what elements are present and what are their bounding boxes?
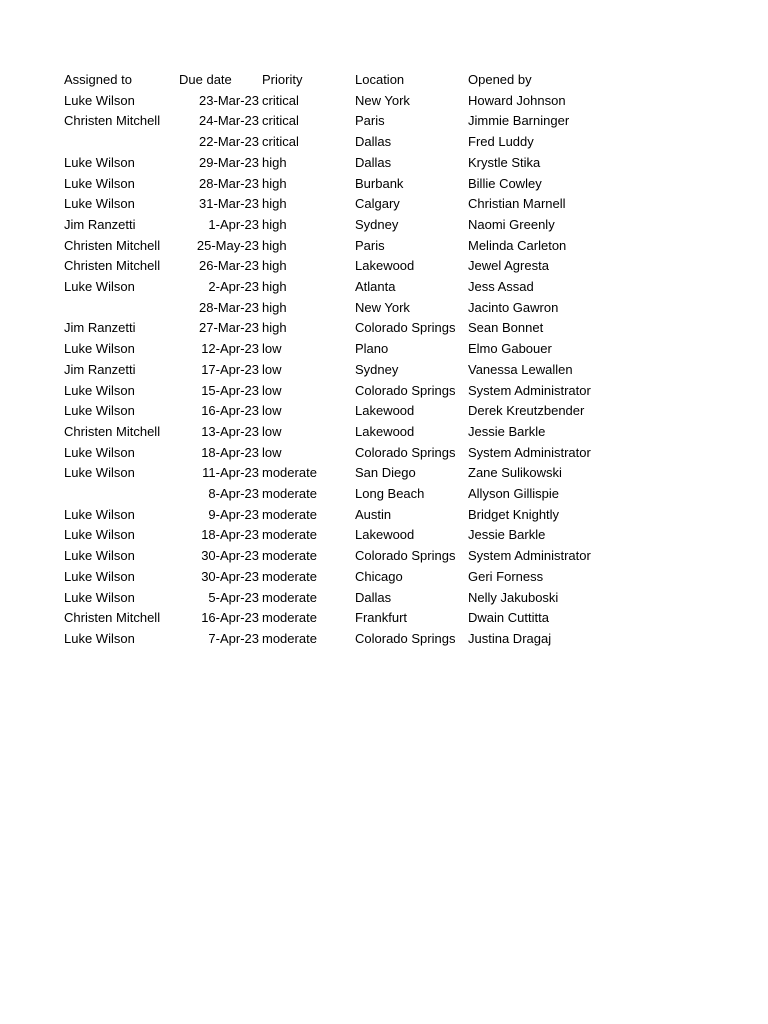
cell-location: Colorado Springs — [355, 444, 456, 460]
cell-priority: moderate — [262, 506, 317, 522]
cell-location: Lakewood — [355, 527, 415, 543]
header-row — [61, 70, 618, 91]
cell-location: Chicago — [355, 568, 403, 584]
cell-location: Sydney — [355, 361, 399, 377]
cell-due-date: 11-Apr-23 — [202, 465, 259, 481]
cell-priority: low — [262, 444, 282, 460]
header-due-date: Due date — [179, 72, 232, 87]
cell-due-date: 9-Apr-23 — [208, 506, 259, 522]
cell-priority: moderate — [262, 548, 317, 564]
cell-assigned-to: Luke Wilson — [64, 444, 135, 460]
cell-location: Colorado Springs — [355, 320, 456, 336]
cell-due-date: 16-Apr-23 — [201, 610, 259, 626]
cell-due-date: 15-Apr-23 — [201, 382, 259, 398]
cell-assigned-to: Jim Ranzetti — [64, 216, 136, 232]
cell-location: Colorado Springs — [355, 548, 456, 564]
cell-opened-by: Bridget Knightly — [468, 506, 560, 522]
cell-due-date: 16-Apr-23 — [201, 403, 259, 419]
cell-assigned-to: Christen Mitchell — [64, 237, 161, 253]
cell-due-date: 24-Mar-23 — [199, 113, 259, 129]
cell-assigned-to: Christen Mitchell — [64, 258, 161, 274]
table-row — [61, 484, 618, 505]
cell-location: Plano — [355, 341, 389, 357]
cell-opened-by: System Administrator — [468, 548, 591, 564]
cell-due-date: 22-Mar-23 — [199, 134, 259, 150]
table-row — [61, 608, 618, 629]
cell-assigned-to: Luke Wilson — [64, 465, 135, 481]
cell-location: Calgary — [355, 196, 400, 212]
cell-assigned-to: Luke Wilson — [64, 175, 135, 191]
cell-priority: high — [262, 279, 287, 295]
cell-assigned-to — [61, 132, 176, 153]
cell-due-date: 7-Apr-23 — [208, 630, 259, 646]
table-body — [61, 91, 618, 650]
cell-assigned-to: Luke Wilson — [64, 548, 135, 564]
cell-location: Atlanta — [355, 279, 396, 295]
table-row — [61, 401, 618, 422]
cell-priority: moderate — [262, 568, 317, 584]
cell-assigned-to — [61, 484, 176, 505]
cell-opened-by: Justina Dragaj — [468, 630, 552, 646]
cell-opened-by: Zane Sulikowski — [468, 465, 562, 481]
cell-opened-by: System Administrator — [468, 382, 591, 398]
table-row — [61, 298, 618, 319]
cell-due-date: 13-Apr-23 — [201, 423, 259, 439]
cell-opened-by: Melinda Carleton — [468, 237, 567, 253]
cell-opened-by: Jessie Barkle — [468, 527, 546, 543]
cell-priority: high — [262, 196, 287, 212]
cell-location: Dallas — [355, 154, 392, 170]
table-row — [61, 174, 618, 195]
cell-priority: high — [262, 258, 287, 274]
cell-priority: high — [262, 175, 287, 191]
cell-priority: moderate — [262, 486, 317, 502]
cell-assigned-to: Christen Mitchell — [64, 423, 161, 439]
cell-due-date: 25-May-23 — [196, 237, 259, 253]
cell-location: Colorado Springs — [355, 382, 456, 398]
cell-due-date: 23-Mar-23 — [199, 92, 259, 108]
header-opened-by: Opened by — [468, 72, 532, 87]
cell-opened-by: Fred Luddy — [468, 134, 534, 150]
cell-due-date: 30-Apr-23 — [201, 568, 259, 584]
cell-priority: high — [262, 154, 287, 170]
cell-due-date: 12-Apr-23 — [201, 341, 259, 357]
cell-location: Austin — [355, 506, 392, 522]
cell-opened-by: Christian Marnell — [468, 196, 566, 212]
cell-opened-by: System Administrator — [468, 444, 591, 460]
cell-priority: high — [262, 216, 287, 232]
cell-opened-by: Howard Johnson — [468, 92, 566, 108]
cell-due-date: 30-Apr-23 — [201, 548, 259, 564]
table-row — [61, 381, 618, 402]
table-row — [61, 132, 618, 153]
cell-assigned-to: Christen Mitchell — [64, 113, 161, 129]
cell-opened-by: Elmo Gabouer — [468, 341, 552, 357]
cell-assigned-to: Luke Wilson — [64, 92, 135, 108]
cell-assigned-to: Luke Wilson — [64, 279, 135, 295]
cell-location: New York — [355, 299, 410, 315]
cell-opened-by: Nelly Jakuboski — [468, 589, 559, 605]
cell-priority: high — [262, 320, 287, 336]
table-row — [61, 567, 618, 588]
header-priority: Priority — [262, 72, 303, 87]
cell-opened-by: Krystle Stika — [468, 154, 541, 170]
table-row — [61, 215, 618, 236]
table-row — [61, 318, 618, 339]
cell-opened-by: Allyson Gillispie — [468, 486, 560, 502]
cell-location: Frankfurt — [355, 610, 408, 626]
cell-opened-by: Geri Forness — [468, 568, 544, 584]
cell-due-date: 31-Mar-23 — [199, 196, 259, 212]
cell-assigned-to: Luke Wilson — [64, 506, 135, 522]
cell-priority: moderate — [262, 610, 317, 626]
cell-assigned-to: Luke Wilson — [64, 568, 135, 584]
cell-due-date: 8-Apr-23 — [208, 486, 259, 502]
cell-assigned-to: Luke Wilson — [64, 154, 135, 170]
cell-priority: critical — [262, 134, 299, 150]
cell-due-date: 26-Mar-23 — [199, 258, 259, 274]
cell-assigned-to — [61, 298, 176, 319]
table-row — [61, 505, 618, 526]
cell-opened-by: Jimmie Barninger — [468, 113, 570, 129]
cell-assigned-to: Luke Wilson — [64, 403, 135, 419]
cell-location: Long Beach — [355, 486, 425, 502]
cell-priority: moderate — [262, 630, 317, 646]
cell-opened-by: Derek Kreutzbender — [468, 403, 585, 419]
cell-location: Paris — [355, 113, 385, 129]
table-row — [61, 91, 618, 112]
cell-assigned-to: Luke Wilson — [64, 630, 135, 646]
table-row — [61, 236, 618, 257]
cell-assigned-to: Luke Wilson — [64, 382, 135, 398]
cell-assigned-to: Christen Mitchell — [64, 610, 161, 626]
table-row — [61, 111, 618, 132]
cell-location: Dallas — [355, 134, 392, 150]
cell-opened-by: Vanessa Lewallen — [468, 361, 573, 377]
cell-location: New York — [355, 92, 410, 108]
cell-due-date: 18-Apr-23 — [201, 527, 259, 543]
cell-opened-by: Jessie Barkle — [468, 423, 546, 439]
cell-due-date: 17-Apr-23 — [201, 361, 259, 377]
table-row — [61, 360, 618, 381]
cell-location: Colorado Springs — [355, 630, 456, 646]
cell-assigned-to: Luke Wilson — [64, 196, 135, 212]
cell-location: Burbank — [355, 175, 404, 191]
cell-location: San Diego — [355, 465, 416, 481]
cell-priority: low — [262, 361, 282, 377]
cell-location: Dallas — [355, 589, 392, 605]
table-row — [61, 463, 618, 484]
cell-priority: low — [262, 403, 282, 419]
cell-priority: moderate — [262, 465, 317, 481]
header-location: Location — [355, 72, 405, 87]
cell-assigned-to: Jim Ranzetti — [64, 320, 136, 336]
table-row — [61, 194, 618, 215]
cell-priority: critical — [262, 92, 299, 108]
cell-assigned-to: Luke Wilson — [64, 527, 135, 543]
cell-due-date: 18-Apr-23 — [201, 444, 259, 460]
table-row — [61, 629, 618, 650]
cell-location: Lakewood — [355, 258, 415, 274]
cell-location: Lakewood — [355, 423, 415, 439]
table-row — [61, 256, 618, 277]
table-row — [61, 277, 618, 298]
table-row — [61, 153, 618, 174]
table-row — [61, 443, 618, 464]
cell-assigned-to: Jim Ranzetti — [64, 361, 136, 377]
cell-opened-by: Sean Bonnet — [468, 320, 544, 336]
cell-priority: high — [262, 299, 287, 315]
header-assigned-to: Assigned to — [64, 72, 132, 87]
cell-opened-by: Jewel Agresta — [468, 258, 549, 274]
cell-assigned-to: Luke Wilson — [64, 341, 135, 357]
cell-priority: low — [262, 341, 282, 357]
cell-opened-by: Billie Cowley — [468, 175, 542, 191]
cell-opened-by: Dwain Cuttitta — [468, 610, 549, 626]
cell-location: Sydney — [355, 216, 399, 232]
cell-priority: low — [262, 382, 282, 398]
cell-due-date: 29-Mar-23 — [199, 154, 259, 170]
cell-opened-by: Jess Assad — [468, 279, 534, 295]
cell-due-date: 28-Mar-23 — [199, 299, 259, 315]
cell-due-date: 27-Mar-23 — [199, 320, 259, 336]
cell-opened-by: Jacinto Gawron — [468, 299, 559, 315]
cell-priority: moderate — [262, 589, 317, 605]
cell-location: Lakewood — [355, 403, 415, 419]
cell-opened-by: Naomi Greenly — [468, 216, 555, 232]
table-row — [61, 546, 618, 567]
cell-assigned-to: Luke Wilson — [64, 589, 135, 605]
cell-priority: high — [262, 237, 287, 253]
cell-due-date: 28-Mar-23 — [199, 175, 259, 191]
cell-due-date: 5-Apr-23 — [208, 589, 259, 605]
cell-due-date: 2-Apr-23 — [208, 279, 259, 295]
cell-priority: moderate — [262, 527, 317, 543]
table-row — [61, 339, 618, 360]
cell-priority: low — [262, 423, 282, 439]
table-row — [61, 422, 618, 443]
cell-location: Paris — [355, 237, 385, 253]
table-row — [61, 588, 618, 609]
cell-priority: critical — [262, 113, 299, 129]
cell-due-date: 1-Apr-23 — [208, 216, 259, 232]
table-row — [61, 525, 618, 546]
task-table — [61, 70, 618, 650]
